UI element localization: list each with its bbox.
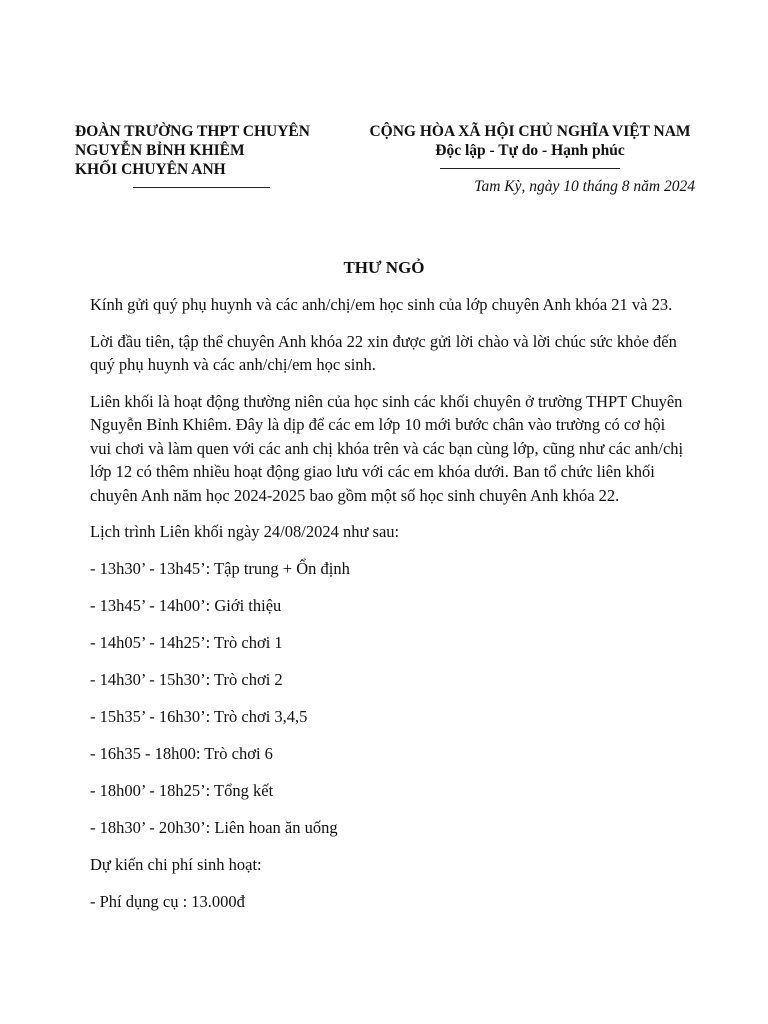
- schedule-item: - 18h00’ - 18h25’: Tổng kết: [90, 780, 274, 800]
- schedule-intro: Lịch trình Liên khối ngày 24/08/2024 như sau:: [90, 522, 400, 541]
- letter-body: [90, 293, 690, 927]
- national-divider: [440, 168, 620, 169]
- organization-line-1: ĐOÀN TRƯỜNG THPT CHUYÊN: [75, 123, 310, 140]
- national-motto: Độc lập - Tự do - Hạnh phúc: [435, 142, 625, 159]
- costs-heading: Dự kiến chi phí sinh hoạt:: [90, 854, 262, 874]
- national-title: CỘNG HÒA XÃ HỘI CHỦ NGHĨA VIỆT NAM: [369, 123, 691, 140]
- costs-list: [90, 890, 690, 914]
- schedule-list: [90, 557, 690, 840]
- schedule-item: - 16h35 - 18h00: Trò chơi 6: [90, 743, 273, 763]
- cost-item: - Phí dụng cụ : 13.000đ: [90, 891, 245, 911]
- organization-line-2: NGUYỄN BỈNH KHIÊM: [75, 142, 245, 159]
- organization-line-3: KHỐI CHUYÊN ANH: [75, 161, 226, 178]
- organization-header: [75, 122, 345, 188]
- national-header: [350, 122, 710, 169]
- organization-divider: [133, 187, 270, 188]
- schedule-item: - 14h05’ - 14h25’: Trò chơi 1: [90, 632, 283, 652]
- description-paragraph: Liên khối là hoạt động thường niên của học sinh các khối chuyên ở trường THPT Chuyên Nguyễn Bỉnh Khiêm. Đây là dịp để các em lớp 10 mới bước chân vào trường có cơ hội vui chơi và làm quen với các anh chị khóa trên và các bạn cùng lớp, cũng như các anh/chị lớp 12 có thêm nhiều hoạt động giao lưu với các em khóa dưới. Ban tổ chức liên khối chuyên Anh năm học 2024-2025 bao gồm một số học sinh chuyên Anh khóa 22.: [90, 391, 684, 505]
- salutation-paragraph: Kính gửi quý phụ huynh và các anh/chị/em học sinh của lớp chuyên Anh khóa 21 và 23.: [90, 295, 673, 314]
- schedule-item: - 15h35’ - 16h30’: Trò chơi 3,4,5: [90, 706, 308, 726]
- letter-title: THƯ NGỎ: [343, 258, 425, 277]
- greeting-paragraph: Lời đầu tiên, tập thể chuyên Anh khóa 22 xin được gửi lời chào và lời chúc sức khỏe đến quý phụ huynh và các anh/chị/em học sinh.: [90, 331, 677, 374]
- schedule-item: - 14h30’ - 15h30’: Trò chơi 2: [90, 669, 283, 689]
- schedule-item: - 18h30’ - 20h30’: Liên hoan ăn uống: [90, 817, 338, 837]
- place-date: Tam Kỳ, ngày 10 tháng 8 năm 2024: [474, 178, 695, 195]
- schedule-item: - 13h45’ - 14h00’: Giới thiệu: [90, 595, 282, 615]
- schedule-item: - 13h30’ - 13h45’: Tập trung + Ổn định: [90, 558, 350, 578]
